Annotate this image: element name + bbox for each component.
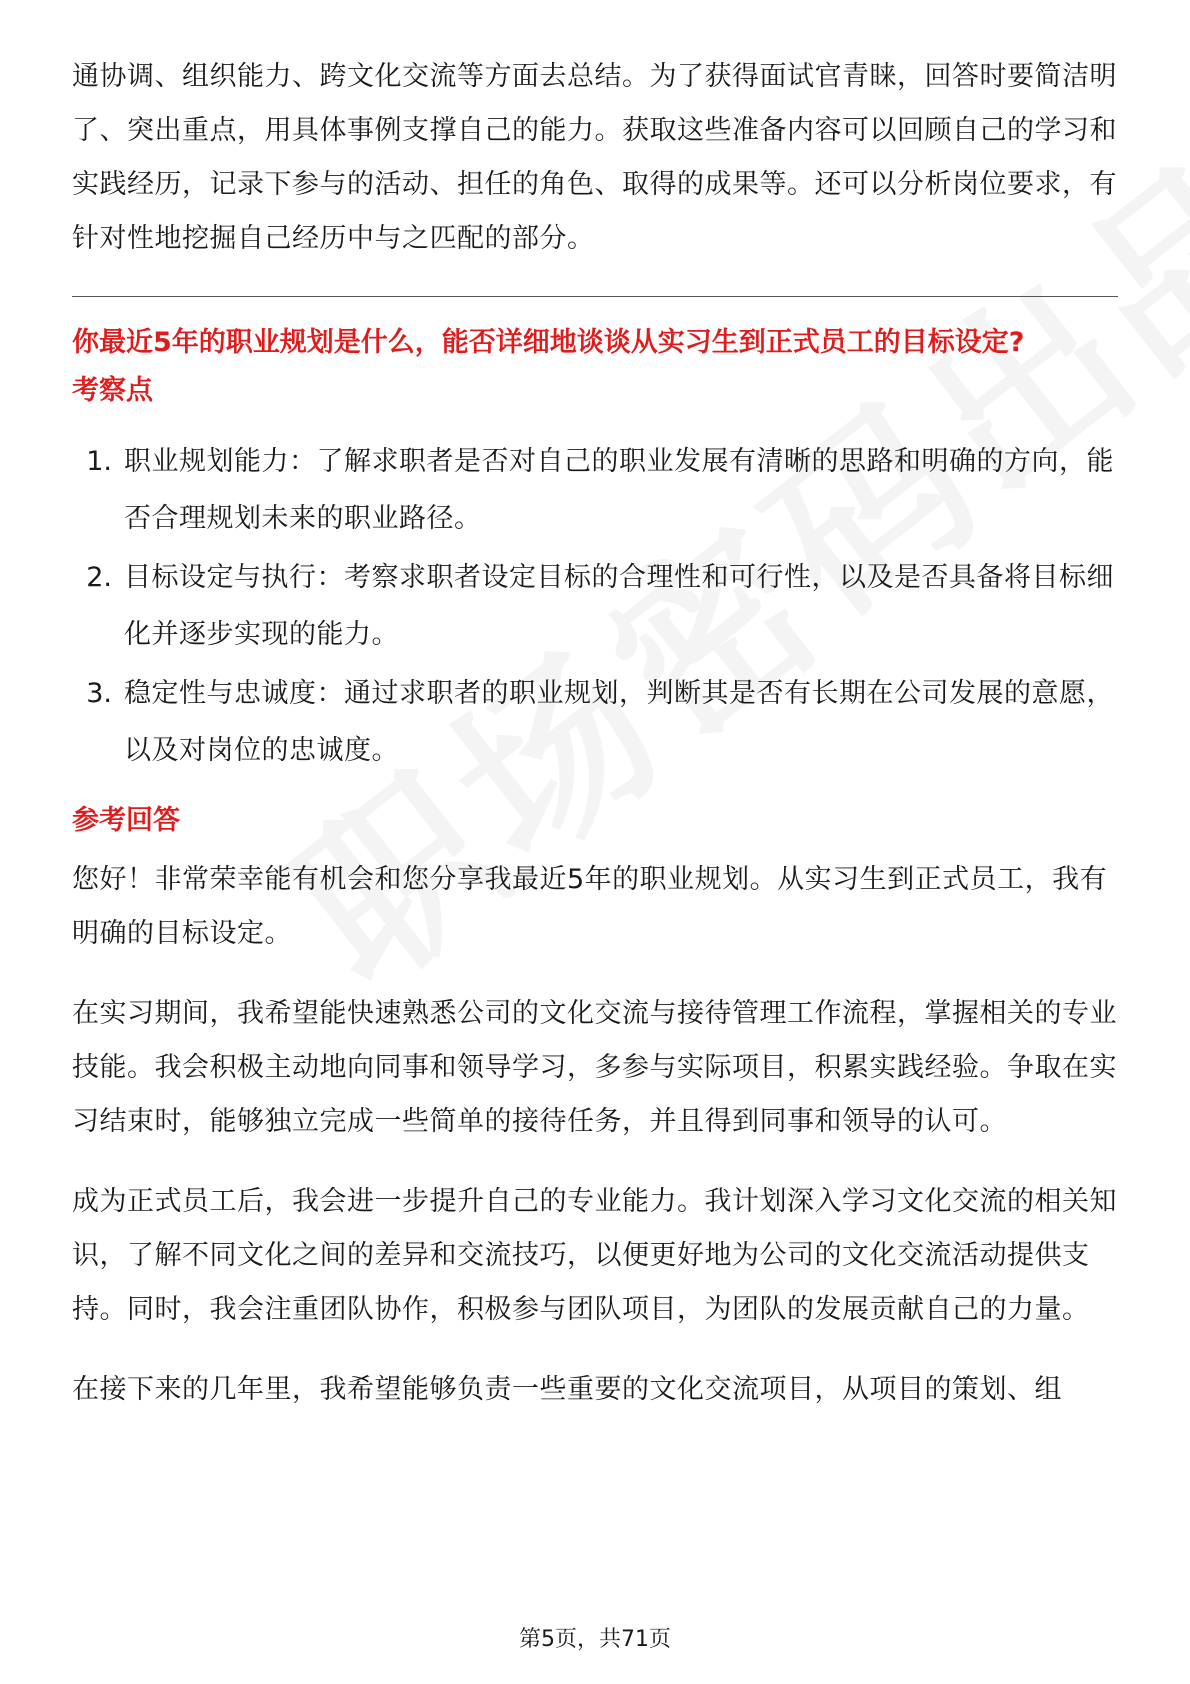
- answer-paragraph: 成为正式员工后，我会进一步提升自己的专业能力。我计划深入学习文化交流的相关知识，了解不同文化之间的差异和交流技巧，以便更好地为公司的文化交流活动提供支持。同时，我会注重团队协作，积极参与团队项目，为团队的发展贡献自己的力量。: [72, 1186, 1117, 1325]
- list-number: 2.: [86, 562, 112, 593]
- list-number: 1.: [86, 446, 112, 477]
- list-number: 3.: [86, 678, 112, 709]
- answer-label: 参考回答: [72, 805, 180, 836]
- assessment-list: [72, 433, 1118, 779]
- assessment-item: [72, 549, 1118, 663]
- assessment-item: [72, 433, 1118, 547]
- page-content: [72, 50, 1118, 1417]
- list-item-text: 稳定性与忠诚度：通过求职者的职业规划，判断其是否有长期在公司发展的意愿，以及对岗位的忠诚度。: [124, 678, 1114, 766]
- section-divider: [72, 296, 1118, 297]
- answer-paragraph: 在实习期间，我希望能快速熟悉公司的文化交流与接待管理工作流程，掌握相关的专业技能。我会积极主动地向同事和领导学习，多参与实际项目，积累实践经验。争取在实习结束时，能够独立完成一些简单的接待任务，并且得到同事和领导的认可。: [72, 998, 1117, 1137]
- interview-question: 你最近5年的职业规划是什么，能否详细地谈谈从实习生到正式员工的目标设定?: [72, 327, 1025, 358]
- assessment-item: [72, 665, 1118, 779]
- page-number: 第5页，共71页: [519, 1627, 671, 1652]
- answer-paragraph: 在接下来的几年里，我希望能够负责一些重要的文化交流项目，从项目的策划、组: [72, 1374, 1062, 1405]
- intro-paragraph: 通协调、组织能力、跨文化交流等方面去总结。为了获得面试官青睐，回答时要简洁明了、突出重点，用具体事例支撑自己的能力。获取这些准备内容可以回顾自己的学习和实践经历，记录下参与的活动、担任的角色、取得的成果等。还可以分析岗位要求，有针对性地挖掘自己经历中与之匹配的部分。: [72, 61, 1117, 254]
- answer-paragraph: 您好！非常荣幸能有机会和您分享我最近5年的职业规划。从实习生到正式员工，我有明确的目标设定。: [72, 864, 1108, 949]
- list-item-text: 职业规划能力：了解求职者是否对自己的职业发展有清晰的思路和明确的方向，能否合理规划未来的职业路径。: [124, 446, 1114, 534]
- list-item-text: 目标设定与执行：考察求职者设定目标的合理性和可行性，以及是否具备将目标细化并逐步实现的能力。: [124, 562, 1114, 650]
- assessment-label: 考察点: [72, 375, 153, 406]
